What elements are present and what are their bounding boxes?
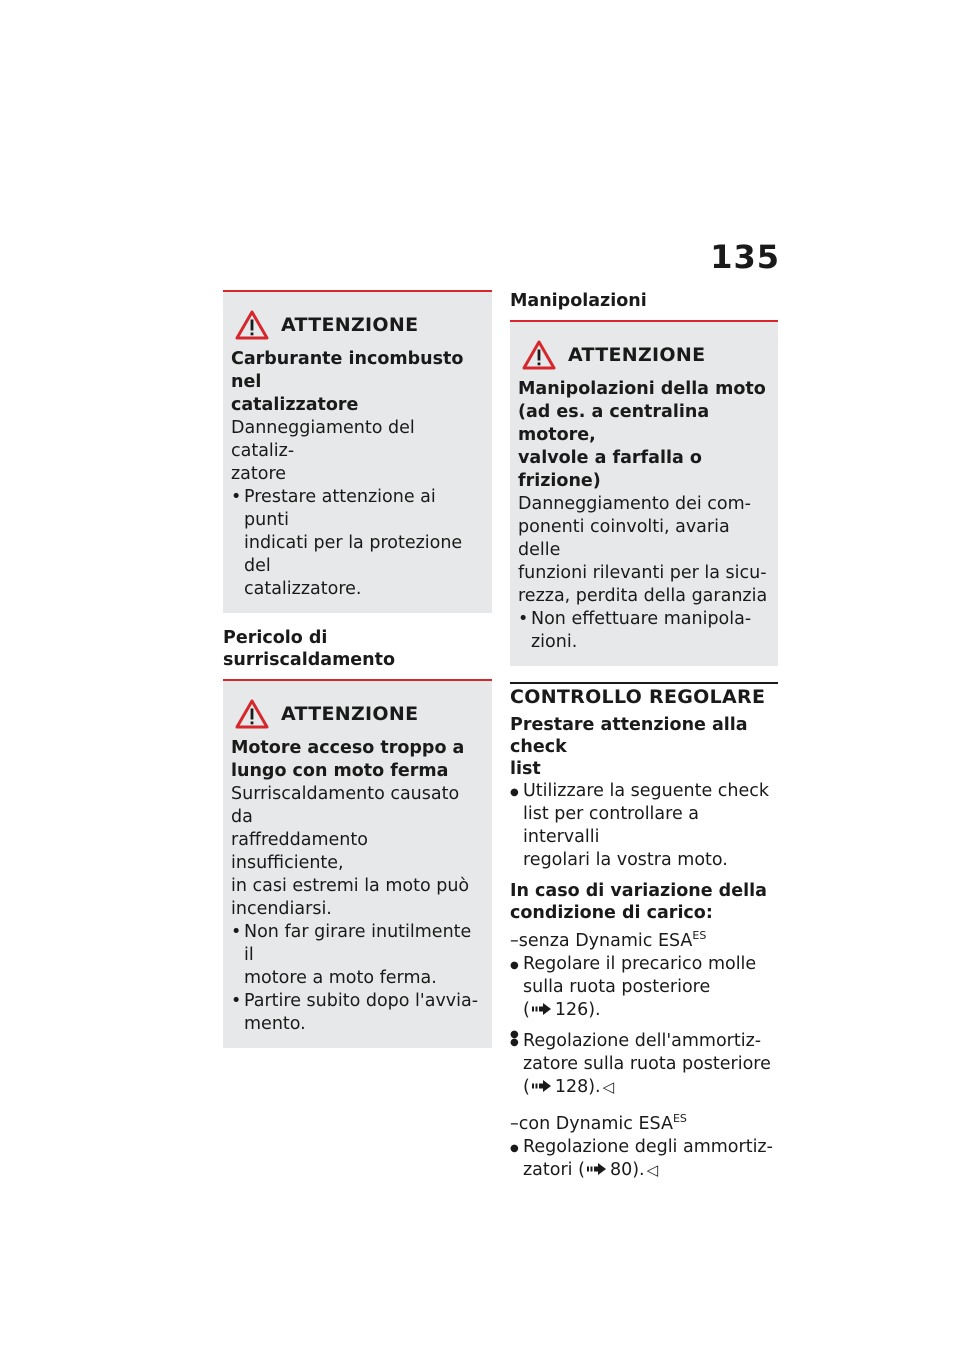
spacer (510, 1099, 778, 1107)
section-title-manipulation: Manipolazioni (510, 290, 778, 322)
warning-subject (518, 378, 769, 493)
warning-triangle-icon (235, 310, 269, 340)
with-esa-list (510, 1136, 778, 1182)
list-item-line: ● Regolare il precarico molle (523, 953, 757, 974)
warning-body-line: in casi estremi la moto può (231, 876, 470, 896)
esa-superscript: ES (672, 1111, 687, 1125)
warning-subject (231, 737, 483, 783)
cross-reference-page: 80). (609, 1159, 645, 1180)
warning-box-catalyst (223, 290, 492, 613)
warning-body-line: Danneggiamento del cataliz- (231, 418, 415, 461)
warning-body-line: rezza, perdita della garanzia (518, 586, 768, 606)
warning-body-line: ponenti coinvolti, avaria delle (518, 517, 730, 560)
list-item (518, 608, 769, 654)
load-change-heading-line: condizione di carico: (510, 903, 713, 923)
list-item-line: ● Regolazione dell'ammortiz- (523, 1030, 762, 1051)
list-item-line: indicati per la protezione del (244, 533, 463, 576)
cross-reference-arrow-icon (532, 1003, 552, 1015)
list-item-line: sulla ruota posteriore (523, 976, 711, 997)
cross-reference[interactable] (523, 1159, 778, 1182)
warning-body-line: zatore (231, 464, 287, 484)
cross-reference[interactable]: ( 128). ◁ (523, 1076, 615, 1097)
list-item (231, 921, 483, 990)
list-item (510, 1136, 778, 1182)
warning-subject (231, 348, 483, 417)
warning-subject-line: valvole a farfalla o frizione) (518, 448, 702, 491)
list-item-line: list per controllare a intervalli (523, 804, 700, 847)
list-item-line: • Prestare attenzione ai punti (244, 487, 436, 530)
list-item-line: • Partire subito dopo l'avvia- (244, 991, 479, 1011)
with-esa-label (510, 1107, 778, 1136)
list-item (510, 780, 778, 872)
warning-title: ATTENZIONE (281, 314, 419, 336)
list-item-line: • Non far girare inutilmente il (244, 922, 472, 965)
warning-body (231, 783, 483, 921)
warning-body (518, 493, 769, 608)
warning-title: ATTENZIONE (568, 344, 706, 366)
warning-subject-line: Manipolazioni della moto (518, 379, 766, 399)
warning-header (518, 336, 769, 374)
list-item (510, 1030, 778, 1099)
warning-body-line: Danneggiamento dei com- (518, 494, 751, 514)
warning-subject-line: (ad es. a centralina motore, (518, 402, 710, 445)
list-item-line: zatore sulla ruota posteriore (523, 1053, 771, 1074)
without-esa-text: –senza Dynamic ESA (510, 930, 693, 951)
cross-reference-page: 128). (554, 1076, 601, 1097)
cross-reference-arrow-icon (532, 1080, 552, 1092)
spacer (510, 1022, 778, 1030)
check-subheading-line: list (510, 759, 541, 779)
list-item-line: motore a moto ferma. (244, 968, 437, 988)
list-item-line: ● Regolazione degli ammortiz- (523, 1136, 773, 1157)
without-esa-label (510, 924, 778, 953)
list-item-line: ● Utilizzare la seguente check (523, 781, 770, 801)
list-item-line: regolari la vostra moto. (523, 850, 728, 870)
cross-reference[interactable]: ( 126). (523, 999, 601, 1020)
list-item-line: • Non effettuare manipola- (531, 609, 752, 629)
warning-triangle-icon (235, 699, 269, 729)
warning-body-line: Surriscaldamento causato da (231, 784, 460, 827)
section-end-mark: ◁ (602, 1077, 615, 1096)
warning-header (231, 306, 483, 344)
list-item-line: zioni. (531, 632, 578, 652)
cross-reference-page: 126). (554, 999, 601, 1020)
warning-subject-line: catalizzatore (231, 395, 359, 415)
warning-triangle-icon (522, 340, 556, 370)
list-item (231, 990, 483, 1036)
check-bullets (510, 780, 778, 872)
list-item-line: catalizzatore. (244, 579, 362, 599)
list-item (510, 953, 778, 1022)
warning-body-line: raffreddamento insufficiente, (231, 830, 368, 873)
section-title-regular-check: CONTROLLO REGOLARE (510, 682, 778, 708)
left-column (223, 290, 492, 1048)
with-esa-text: –con Dynamic ESA (510, 1113, 673, 1134)
warning-title: ATTENZIONE (281, 703, 419, 725)
warning-bullets (231, 486, 483, 601)
cross-reference-arrow-icon (587, 1163, 607, 1175)
right-column (510, 290, 778, 1182)
section-title-overheating: Pericolo di surriscaldamento (223, 627, 492, 681)
warning-box-manipulation (510, 322, 778, 666)
warning-bullets (518, 608, 769, 654)
warning-header (231, 695, 483, 733)
warning-body-line: funzioni rilevanti per la sicu- (518, 563, 767, 583)
warning-body (231, 417, 483, 486)
warning-body-line: incendiarsi. (231, 899, 332, 919)
list-item (231, 486, 483, 601)
warning-box-overheating (223, 681, 492, 1048)
without-esa-list (510, 953, 778, 1099)
warning-subject-line: Motore acceso troppo a (231, 738, 465, 758)
page-number: 135 (710, 238, 780, 276)
load-change-heading-line: In caso di variazione della (510, 881, 767, 901)
check-subheading-line: Prestare attenzione alla check (510, 715, 748, 757)
esa-superscript: ES (692, 929, 707, 942)
list-item-line: mento. (244, 1014, 306, 1034)
warning-bullets (231, 921, 483, 1036)
section-end-mark: ◁ (646, 1160, 659, 1179)
list-item-line-prefix: zatori ( (523, 1159, 585, 1180)
load-change-heading (510, 880, 778, 924)
warning-subject-line: lungo con moto ferma (231, 761, 449, 781)
warning-subject-line: Carburante incombusto nel (231, 349, 464, 392)
check-subheading (510, 714, 778, 780)
